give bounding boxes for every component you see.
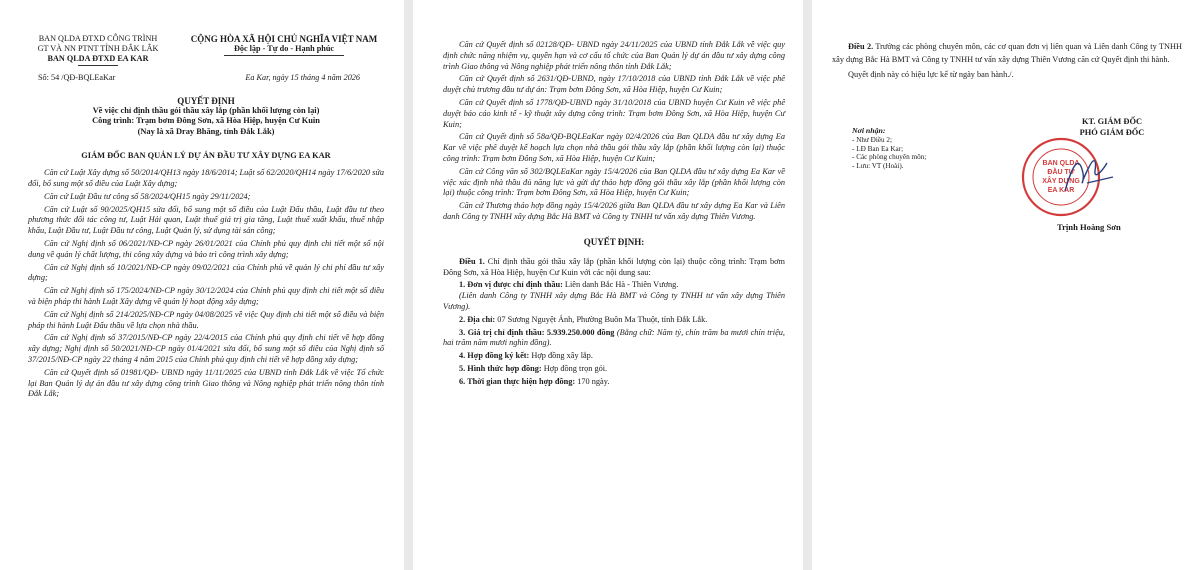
seal-text: ĐẦU TƯ [1047,169,1075,176]
item-address [443,315,785,326]
item-contractor [443,280,785,291]
article-2 [832,40,1182,66]
item-contract-label: 4. Hợp đồng ký kết: [459,351,530,361]
national-motto: Độc lập - Tự do - Hạnh phúc [233,44,335,53]
subject-line: Về việc chỉ định thầu gói thầu xây lắp (phần khối lượng còn lại) [92,106,320,115]
item-contractor-note: (Liên danh Công ty TNHH xây dựng Bắc Hà BMT và Công ty TNHH tư vấn xây dựng Thiên Vương). [443,291,785,311]
subject-line: Công trình: Trạm bơm Đông Sơn, xã Hòa Hiệp, huyện Cư Kuin [92,116,320,126]
issuer-title: GIÁM ĐỐC BAN QUẢN LÝ DỰ ÁN ĐẦU TƯ XÂY DỰNG EA KAR [81,151,331,161]
article-1 [443,257,785,279]
item-address-value: 07 Sương Nguyệt Ánh, Phường Buôn Ma Thuột, tỉnh Đắk Lắk. [495,314,708,324]
legal-basis: Căn cứ Thương thảo hợp đồng ngày 15/4/2026 giữa Ban QLDA đầu tư xây dựng Ea Kar và Liên danh Công ty TNHH xây dựng Bắc Hà BMT và Công ty TNHH tư vấn xây dựng Thiên Vương. [443,201,785,221]
item-value-label: 3. Giá trị chỉ định thầu: 5.939.250.000 đồng [459,327,615,337]
decision-heading: QUYẾT ĐỊNH: [583,236,645,247]
national-header [184,34,384,66]
recipients-title: Nơi nhận: [852,126,886,135]
article-1-text: Chỉ định thầu gói thầu xây lắp (phần khối lượng còn lại) thuộc công trình: Trạm bơm Đông Sơn, xã Hòa Hiệp, huyện Cư Kuin với các nội dung sau: [443,256,785,277]
legal-basis: Căn cứ Luật Đầu tư công số 58/2024/QH15 ngày 29/11/2024; [44,191,251,201]
seal-text: BAN QLDA [1042,160,1080,167]
legal-basis: Căn cứ Quyết định số 2631/QĐ-UBND, ngày 17/10/2018 của UBND tỉnh Đắk Lắk về việc phê duyệt chủ trương đầu tư dự án: Trạm bơm Đông Sơn, xã Hòa Hiệp, huyện Cư Kuin; [443,74,785,95]
recipients-block [852,127,926,171]
agency-header [28,34,168,66]
item-duration-label: 6. Thời gian thực hiện hợp đồng: [459,376,576,386]
item-contractor-label: 1. Đơn vị được chỉ định thầu: [459,280,563,290]
agency-line: GT VÀ NN PTNT TỈNH ĐẮK LẮK [37,44,159,53]
legal-basis: Căn cứ Quyết định số 1778/QĐ-UBND ngày 31/10/2018 của UBND huyện Cư Kuin về việc phê duyệt báo cáo kinh tế - kỹ thuật xây dựng công trình: Trạm bơm Đông Sơn, xã Hòa Hiệp, huyện Cư Kuin; [443,97,785,129]
article-2-label: Điều 2. [848,42,874,51]
recipient-item: - Các phòng chuyên môn; [852,153,927,162]
legal-basis: Căn cứ Quyết định số 02128/QĐ- UBND ngày 24/11/2025 của UBND tỉnh Đắk Lắk về việc quy định chức năng nhiệm vụ, quyền hạn và cơ cấu tổ chức của Ban Quản lý dự án đầu tư xây dựng công trình Giao thông và Nông nghiệp phát triển nông thôn tỉnh Đắk Lắk; [443,40,785,71]
official-seal [1017,133,1127,223]
signer-name: Trịnh Hoàng Sơn [1057,222,1121,232]
legal-basis: Căn cứ Luật số 90/2025/QH15 sửa đổi, bổ sung một số điều của Luật Đấu thầu, Luật đầu tư theo phương thức đối tác công tư, Luật Hải quan, Luật thuế giá trị gia tăng, Luật thuế xuất khẩu, thuế nhập khẩu, Luật Đầu tư, Luật Đầu tư công, Luật Quản lý, sử dụng tài sản công; [28,204,384,236]
document-page-1 [0,0,404,570]
agency-line: BAN QLDA ĐTXD CÔNG TRÌNH [38,34,158,43]
item-duration [443,377,785,388]
doc-date: Ea Kar, ngày 15 tháng 4 năm 2026 [245,73,360,82]
document-header [28,34,384,66]
item-contractor-value: Liên danh Bắc Hà - Thiên Vương. [562,280,679,290]
recipient-item: - Như Điều 2; [852,135,893,144]
item-value [443,328,785,350]
effect-clause: Quyết định này có hiệu lực kể từ ngày ban hành./. [848,70,1014,79]
doc-number: Số: 54 /QĐ-BQLEaKar [38,73,116,82]
document-page-2 [413,0,803,570]
item-duration-value: 170 ngày. [575,376,610,386]
number-date-row [28,73,384,82]
legal-basis: Căn cứ Nghị định số 214/2025/NĐ-CP ngày 04/08/2025 về việc Quy định chi tiết một số điều và biện pháp thi hành Luật Đấu thầu về lựa chọn nhà thầu. [28,309,384,330]
item-contract-form [443,364,785,375]
seal-text: EA KAR [1047,187,1075,194]
article-1-label: Điều 1. [459,256,485,266]
sign-line: PHÓ GIÁM ĐỐC [1079,127,1145,137]
recipient-item: - Lưu: VT (Hoài). [852,162,904,171]
sign-line: KT. GIÁM ĐỐC [1081,117,1143,126]
divider [224,55,344,56]
agency-line: BAN QLDA ĐTXD EA KAR [47,54,149,63]
legal-basis: Căn cứ Quyết định số 01981/QĐ- UBND ngày 11/11/2025 của UBND tỉnh Đắk Lắk về việc Tổ chức lại Ban Quản lý dự án đầu tư xây dựng công trình Giao thông và Nông nghiệp phát triển nông thôn tỉnh Đắk Lắk; [28,367,384,399]
document-page-3 [812,0,1200,570]
divider [78,65,118,66]
decision-title: QUYẾT ĐỊNH [177,96,235,106]
legal-basis: Căn cứ Nghị định số 10/2021/NĐ-CP ngày 09/02/2021 của Chính phủ về quản lý chi phí đầu tư xây dựng; [28,262,384,283]
legal-basis: Căn cứ Nghị định số 175/2024/NĐ-CP ngày 30/12/2024 của Chính phủ quy định chi tiết một số điều và biện pháp thi hành Luật Xây dựng về quản lý hoạt động xây dựng; [28,286,384,306]
item-contract-value: Hợp đồng xây lắp. [529,351,593,361]
item-contract [443,351,785,362]
legal-basis: Căn cứ Nghị định số 06/2021/NĐ-CP ngày 26/01/2021 của Chính phủ quy định chi tiết một số nội dung về quản lý chất lượng, thi công xây dựng và bảo trì công trình xây dựng; [28,239,384,259]
item-address-label: 2. Địa chỉ: [459,314,496,324]
legal-basis: Căn cứ Luật Xây dựng số 50/2014/QH13 ngày 18/6/2014; Luật số 62/2020/QH14 ngày 17/6/2020 sửa đổi, bổ sung một số điều của Luật Xây dựng; [28,168,384,189]
item-value-words: (Bằng chữ: Năm tỷ, chín trăm ba mươi chín triệu, hai trăm năm mươi nghìn đồng). [443,327,785,348]
legal-basis: Căn cứ Nghị định số 37/2015/NĐ-CP ngày 22/4/2015 của Chính phủ quy định chi tiết về hợp đồng xây dựng; Nghị định số 50/2021/NĐ-CP ngày 01/4/2021 sửa đổi, bổ sung một số điều của Nghị định số 37/2015/NĐ-CP ngày 22 tháng 4 năm 2015 của Chính phủ quy định chi tiết về hợp đồng xây dựng; [28,333,384,364]
national-title: CỘNG HÒA XÃ HỘI CHỦ NGHĨA VIỆT NAM [190,34,378,44]
seal-text: XÂY DỰNG [1042,178,1080,185]
recipient-item: - LĐ Ban Ea Kar; [852,144,904,153]
item-contract-form-label: 5. Hình thức hợp đồng: [459,363,542,373]
subject-line: (Nay là xã Dray Bhăng, tỉnh Đắk Lắk) [137,126,275,136]
article-2-text: Trưởng các phòng chuyên môn, các cơ quan đơn vị liên quan và Liên danh Công ty TNHH xây dựng Bắc Hà BMT và Công ty TNHH tư vấn xây dựng Thiên Vương căn cứ Quyết định thi hành. [832,42,1182,64]
legal-basis: Căn cứ Công văn số 302/BQLEaKar ngày 15/4/2026 của Ban QLDA đầu tư xây dựng Ea Kar về việc xác định nhà thầu đủ năng lực và gửi dự thảo hợp đồng gói thầu xây lắp (phần khối lượng còn lại) thuộc công trình: Trạm bơm Đông Sơn, xã Hòa Hiệp, huyện Cư Kuin; [443,166,785,198]
item-contract-form-value: Hợp đồng trọn gói. [541,363,608,373]
legal-basis: Căn cứ Quyết định số 58a/QĐ-BQLEaKar ngày 02/4/2026 của Ban QLDA đầu tư xây dựng Ea Kar về việc phê duyệt kế hoạch lựa chọn nhà thầu gói thầu xây lắp (phần khối lượng còn lại) thuộc công trình: Trạm bơm Đông Sơn, xã Hòa Hiệp, huyện Cư Kuin; [443,132,785,163]
